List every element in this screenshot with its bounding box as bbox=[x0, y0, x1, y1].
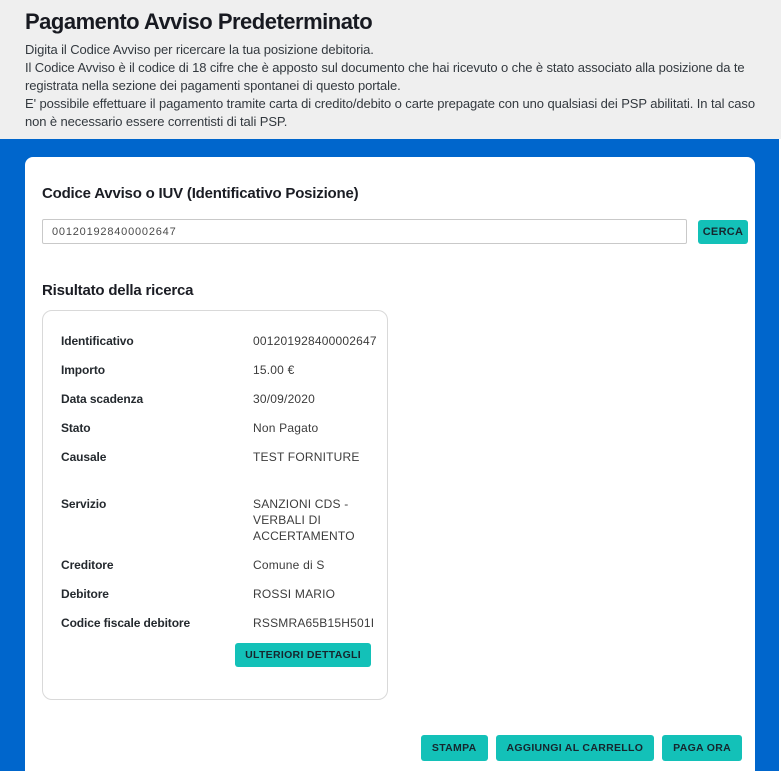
field-label: Importo bbox=[61, 363, 105, 377]
field-value: 15.00 € bbox=[253, 363, 295, 377]
paga-ora-button[interactable]: PAGA ORA bbox=[662, 735, 742, 761]
field-value: ROSSI MARIO bbox=[253, 587, 336, 601]
results-heading: Risultato della ricerca bbox=[42, 282, 194, 299]
field-label: Debitore bbox=[61, 587, 109, 601]
search-row bbox=[42, 219, 748, 244]
field-value: RSSMRA65B15H501I bbox=[253, 616, 375, 630]
result-card bbox=[42, 310, 388, 700]
codice-avviso-label: Codice Avviso o IUV (Identificativo Posizione) bbox=[42, 185, 359, 202]
field-label: Causale bbox=[61, 450, 107, 464]
stampa-button[interactable]: STAMPA bbox=[421, 735, 488, 761]
field-value: SANZIONI CDS - VERBALI DI ACCERTAMENTO bbox=[253, 497, 355, 543]
details-row bbox=[61, 643, 371, 667]
field-value: TEST FORNITURE bbox=[253, 450, 360, 464]
result-field-row bbox=[61, 615, 375, 631]
aggiungi-al-carrello-button[interactable]: AGGIUNGI AL CARRELLO bbox=[496, 735, 655, 761]
field-label: Identificativo bbox=[61, 334, 134, 348]
field-label: Creditore bbox=[61, 558, 114, 572]
field-value: Non Pagato bbox=[253, 421, 319, 435]
result-field-row bbox=[61, 420, 371, 436]
ulteriori-dettagli-button[interactable]: ULTERIORI DETTAGLI bbox=[235, 643, 371, 667]
field-label: Data scadenza bbox=[61, 392, 144, 406]
field-value: 30/09/2020 bbox=[253, 392, 316, 406]
content-panel bbox=[0, 139, 779, 771]
result-field-row bbox=[61, 333, 377, 349]
result-field-row bbox=[61, 391, 371, 407]
result-field-row bbox=[61, 362, 371, 378]
description-line-1: Digita il Codice Avviso per ricercare la tua posizione debitoria. bbox=[25, 42, 374, 57]
page-description bbox=[25, 41, 756, 131]
field-label: Stato bbox=[61, 421, 91, 435]
field-label: Codice fiscale debitore bbox=[61, 616, 191, 630]
bottom-actions bbox=[42, 735, 748, 761]
field-value: Comune di S bbox=[253, 558, 325, 572]
result-field-row bbox=[61, 557, 371, 573]
payment-card bbox=[25, 157, 755, 771]
result-field-row bbox=[61, 496, 371, 544]
description-line-3: E' possibile effettuare il pagamento tramite carta di credito/debito o carte prepagate con uno qualsiasi dei PSP abilitati. In tal caso non è necessario essere correntisti di tali PSP. bbox=[25, 96, 755, 129]
page-header bbox=[0, 0, 781, 139]
result-field-row bbox=[61, 586, 371, 602]
field-value: 001201928400002647 bbox=[253, 334, 377, 348]
field-label: Servizio bbox=[61, 497, 107, 511]
cerca-button[interactable]: CERCA bbox=[698, 220, 748, 244]
result-fields bbox=[61, 333, 377, 631]
page-title: Pagamento Avviso Predeterminato bbox=[25, 9, 373, 34]
result-field-row bbox=[61, 449, 371, 465]
codice-avviso-input[interactable] bbox=[42, 219, 687, 244]
description-line-2: Il Codice Avviso è il codice di 18 cifre che è apposto sul documento che hai ricevuto o che è stato associato alla posizione da te registrata nella sezione dei pagamenti spontanei di questo portale. bbox=[25, 60, 745, 93]
